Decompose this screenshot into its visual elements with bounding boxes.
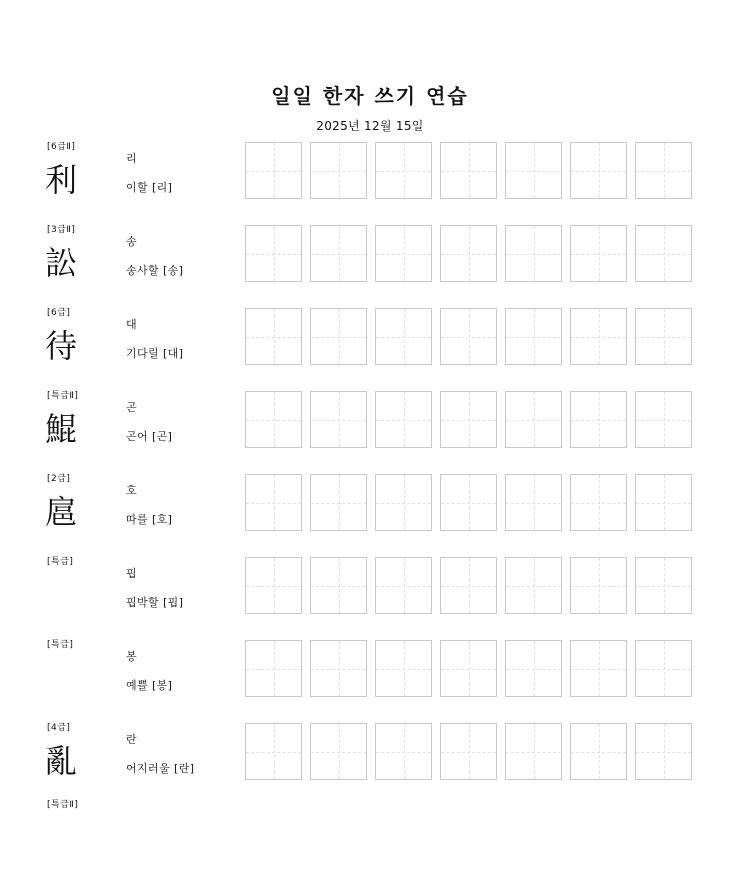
grade-label: [특급]	[47, 557, 74, 567]
grade-label: [특급]	[47, 640, 74, 650]
writing-box	[245, 640, 302, 697]
writing-box	[570, 723, 627, 780]
writing-box	[505, 225, 562, 282]
writing-box	[505, 557, 562, 614]
practice-boxes	[245, 723, 695, 783]
grade-label: [3급Ⅱ]	[47, 225, 76, 235]
writing-box	[440, 640, 497, 697]
writing-box	[505, 723, 562, 780]
writing-box	[310, 640, 367, 697]
writing-box	[310, 557, 367, 614]
writing-box	[505, 142, 562, 199]
writing-box	[440, 474, 497, 531]
writing-box	[375, 723, 432, 780]
practice-boxes	[245, 391, 695, 451]
writing-box	[440, 557, 497, 614]
grade-label: [특급Ⅱ]	[47, 391, 79, 401]
writing-box	[375, 640, 432, 697]
writing-box	[245, 474, 302, 531]
grade-label: [4급]	[47, 723, 71, 733]
writing-box	[245, 308, 302, 365]
practice-boxes	[245, 225, 695, 285]
hanja-character: 扈	[45, 493, 78, 531]
meaning-label: 핍박할 [핍]	[126, 596, 184, 609]
practice-boxes	[245, 142, 695, 202]
writing-box	[570, 557, 627, 614]
writing-box	[570, 225, 627, 282]
writing-box	[310, 142, 367, 199]
writing-box	[440, 308, 497, 365]
grade-label: [특급Ⅱ]	[47, 800, 79, 810]
date-label: 2025년 12월 15일	[316, 119, 424, 133]
reading-label: 곤	[126, 401, 137, 414]
meaning-label: 예쁠 [봉]	[126, 679, 173, 692]
hanja-character: 利	[45, 161, 78, 199]
writing-box	[505, 391, 562, 448]
meaning-label: 송사할 [송]	[126, 264, 184, 277]
writing-box	[375, 557, 432, 614]
practice-row	[0, 797, 740, 880]
writing-box	[310, 308, 367, 365]
writing-box	[375, 225, 432, 282]
practice-row	[0, 139, 740, 222]
writing-box	[570, 308, 627, 365]
writing-box	[635, 225, 692, 282]
grade-label: [6급Ⅱ]	[47, 142, 76, 152]
writing-box	[310, 723, 367, 780]
page-title: 일일 한자 쓰기 연습	[271, 84, 469, 108]
writing-box	[635, 723, 692, 780]
grade-label: [2급]	[47, 474, 71, 484]
writing-box	[440, 142, 497, 199]
writing-box	[375, 474, 432, 531]
writing-box	[375, 308, 432, 365]
writing-box	[635, 640, 692, 697]
writing-box	[310, 474, 367, 531]
meaning-label: 기다릴 [대]	[126, 347, 184, 360]
writing-box	[245, 391, 302, 448]
practice-boxes	[245, 308, 695, 368]
writing-box	[440, 391, 497, 448]
writing-box	[310, 391, 367, 448]
practice-boxes	[245, 474, 695, 534]
writing-box	[635, 474, 692, 531]
writing-box	[440, 225, 497, 282]
meaning-label: 따를 [호]	[126, 513, 173, 526]
writing-box	[570, 640, 627, 697]
writing-box	[245, 225, 302, 282]
reading-label: 대	[126, 318, 137, 331]
reading-label: 호	[126, 484, 137, 497]
grade-label: [6급]	[47, 308, 71, 318]
writing-box	[635, 142, 692, 199]
practice-boxes	[245, 557, 695, 617]
hanja-character: 鯤	[45, 410, 78, 448]
practice-row	[0, 471, 740, 554]
hanja-character: 亂	[45, 742, 78, 780]
reading-label: 핍	[126, 567, 137, 580]
writing-box	[310, 225, 367, 282]
writing-box	[505, 308, 562, 365]
reading-label: 봉	[126, 650, 137, 663]
practice-row	[0, 637, 740, 720]
writing-box	[245, 557, 302, 614]
hanja-character: 訟	[45, 244, 78, 282]
writing-box	[440, 723, 497, 780]
practice-row	[0, 720, 740, 803]
writing-box	[635, 557, 692, 614]
reading-label: 란	[126, 733, 137, 746]
meaning-label: 이할 [리]	[126, 181, 173, 194]
practice-row	[0, 305, 740, 388]
practice-row	[0, 554, 740, 637]
writing-box	[375, 391, 432, 448]
reading-label: 송	[126, 235, 137, 248]
writing-box	[505, 640, 562, 697]
reading-label: 리	[126, 152, 137, 165]
writing-box	[635, 308, 692, 365]
practice-row	[0, 388, 740, 471]
writing-box	[505, 474, 562, 531]
writing-box	[635, 391, 692, 448]
practice-boxes	[245, 640, 695, 700]
practice-row	[0, 222, 740, 305]
meaning-label: 곤어 [곤]	[126, 430, 173, 443]
meaning-label: 어지러울 [란]	[126, 762, 195, 775]
writing-box	[245, 723, 302, 780]
writing-box	[245, 142, 302, 199]
writing-box	[570, 391, 627, 448]
writing-box	[570, 142, 627, 199]
writing-box	[375, 142, 432, 199]
writing-box	[570, 474, 627, 531]
hanja-character: 待	[45, 327, 78, 365]
